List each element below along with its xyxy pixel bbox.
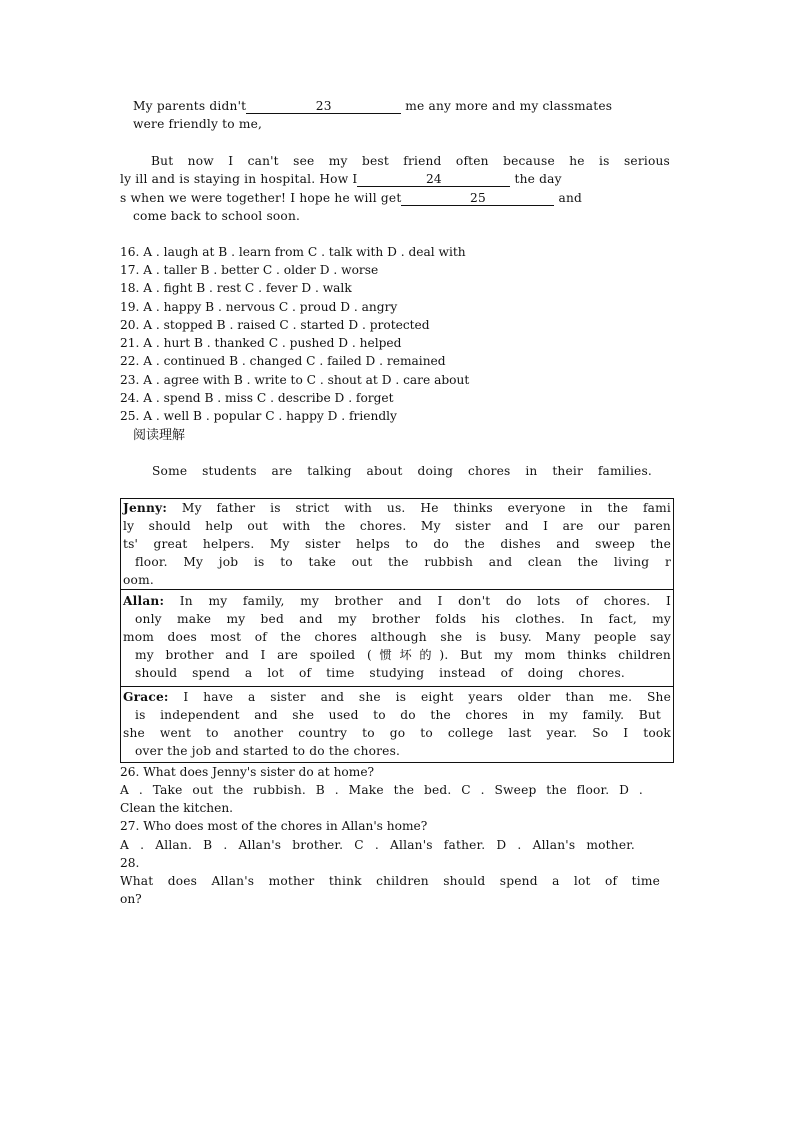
passage-text: My parents didn't <box>133 99 247 113</box>
option-row: 18. A . fight B . rest C . fever D . walk <box>120 281 352 295</box>
jenny-text: My father is strict with us. He thinks everyone in the fami <box>167 501 671 515</box>
allan-text: In my family, my brother and I don't do lots of chores. I <box>164 594 671 608</box>
option-row: 23. A . agree with B . write to C . shout at D . care about <box>120 373 470 387</box>
option-row: 17. A . taller B . better C . older D . worse <box>120 263 379 277</box>
question-26-options: A . Take out the rubbish. B . Make the bed. C . Sweep the floor. D . <box>120 783 643 797</box>
question-27: 27. Who does most of the chores in Allan's home? <box>120 819 428 833</box>
jenny-line: ly should help out with the chores. My sister and I are our paren <box>123 519 671 533</box>
passage-line <box>133 97 666 115</box>
jenny-cell <box>121 499 673 590</box>
passage-text: ly ill and is staying in hospital. How I <box>120 172 358 186</box>
grace-line: she went to another country to go to college last year. So I took <box>123 726 671 740</box>
speaker-name: Allan: <box>123 594 165 608</box>
passage-text: s when we were together! I hope he will get <box>120 191 402 205</box>
passage-line <box>120 170 673 188</box>
grace-cell <box>121 687 673 762</box>
option-row: 25. A . well B . popular C . happy D . friendly <box>120 409 397 423</box>
allan-line <box>123 592 671 610</box>
jenny-line: floor. My job is to take out the rubbish and clean the living r <box>135 555 671 569</box>
blank-23: 23 <box>246 99 401 114</box>
allan-line: my brother and I are spoiled (惯坏的). But my mom thinks children <box>135 648 671 662</box>
option-row: 21. A . hurt B . thanked C . pushed D . helped <box>120 336 402 350</box>
grace-text: I have a sister and she is eight years older than me. She <box>168 690 671 704</box>
question-28: What does Allan's mother think children should spend a lot of time <box>120 874 660 888</box>
section-title: 阅读理解 <box>133 428 186 443</box>
jenny-line <box>123 499 671 517</box>
passage-text: the day <box>510 172 562 186</box>
grace-line: is independent and she used to do the chores in my family. But <box>135 708 661 722</box>
passage-line: come back to school soon. <box>133 209 301 223</box>
reading-intro: Some students are talking about doing chores in their families. <box>152 464 652 478</box>
passage-line: were friendly to me, <box>133 117 263 131</box>
passage-text: and <box>554 191 583 205</box>
allan-line: mom does most of the chores although she is busy. Many people say <box>123 630 671 644</box>
blank-24: 24 <box>357 172 510 187</box>
question-28-number: 28. <box>120 856 140 870</box>
blank-25: 25 <box>401 191 554 206</box>
passage-text: me any more and my classmates <box>401 99 613 113</box>
grace-line <box>123 688 671 706</box>
option-row: 19. A . happy B . nervous C . proud D . angry <box>120 300 398 314</box>
question-27-options: A . Allan. B . Allan's brother. C . Allan's father. D . Allan's mother. <box>120 838 635 852</box>
passage-line <box>120 189 673 207</box>
option-row: 20. A . stopped B . raised C . started D . protected <box>120 318 430 332</box>
passage-line: But now I can't see my best friend often because he is serious <box>151 154 670 168</box>
speaker-name: Jenny: <box>123 501 168 515</box>
allan-line: only make my bed and my brother folds his clothes. In fact, my <box>135 612 671 626</box>
grace-line: over the job and started to do the chores. <box>135 744 401 758</box>
allan-line: should spend a lot of time studying instead of doing chores. <box>135 666 625 680</box>
jenny-line: oom. <box>123 573 154 587</box>
jenny-line: ts' great helpers. My sister helps to do the dishes and sweep the <box>123 537 671 551</box>
question-26: 26. What does Jenny's sister do at home? <box>120 765 375 779</box>
allan-cell <box>121 590 673 687</box>
option-row: 16. A . laugh at B . learn from C . talk with D . deal with <box>120 245 466 259</box>
reading-table <box>120 498 674 763</box>
question-26-options-cont: Clean the kitchen. <box>120 801 234 815</box>
speaker-name: Grace: <box>123 690 169 704</box>
question-28-cont: on? <box>120 892 142 906</box>
option-row: 22. A . continued B . changed C . failed D . remained <box>120 354 446 368</box>
option-row: 24. A . spend B . miss C . describe D . forget <box>120 391 394 405</box>
